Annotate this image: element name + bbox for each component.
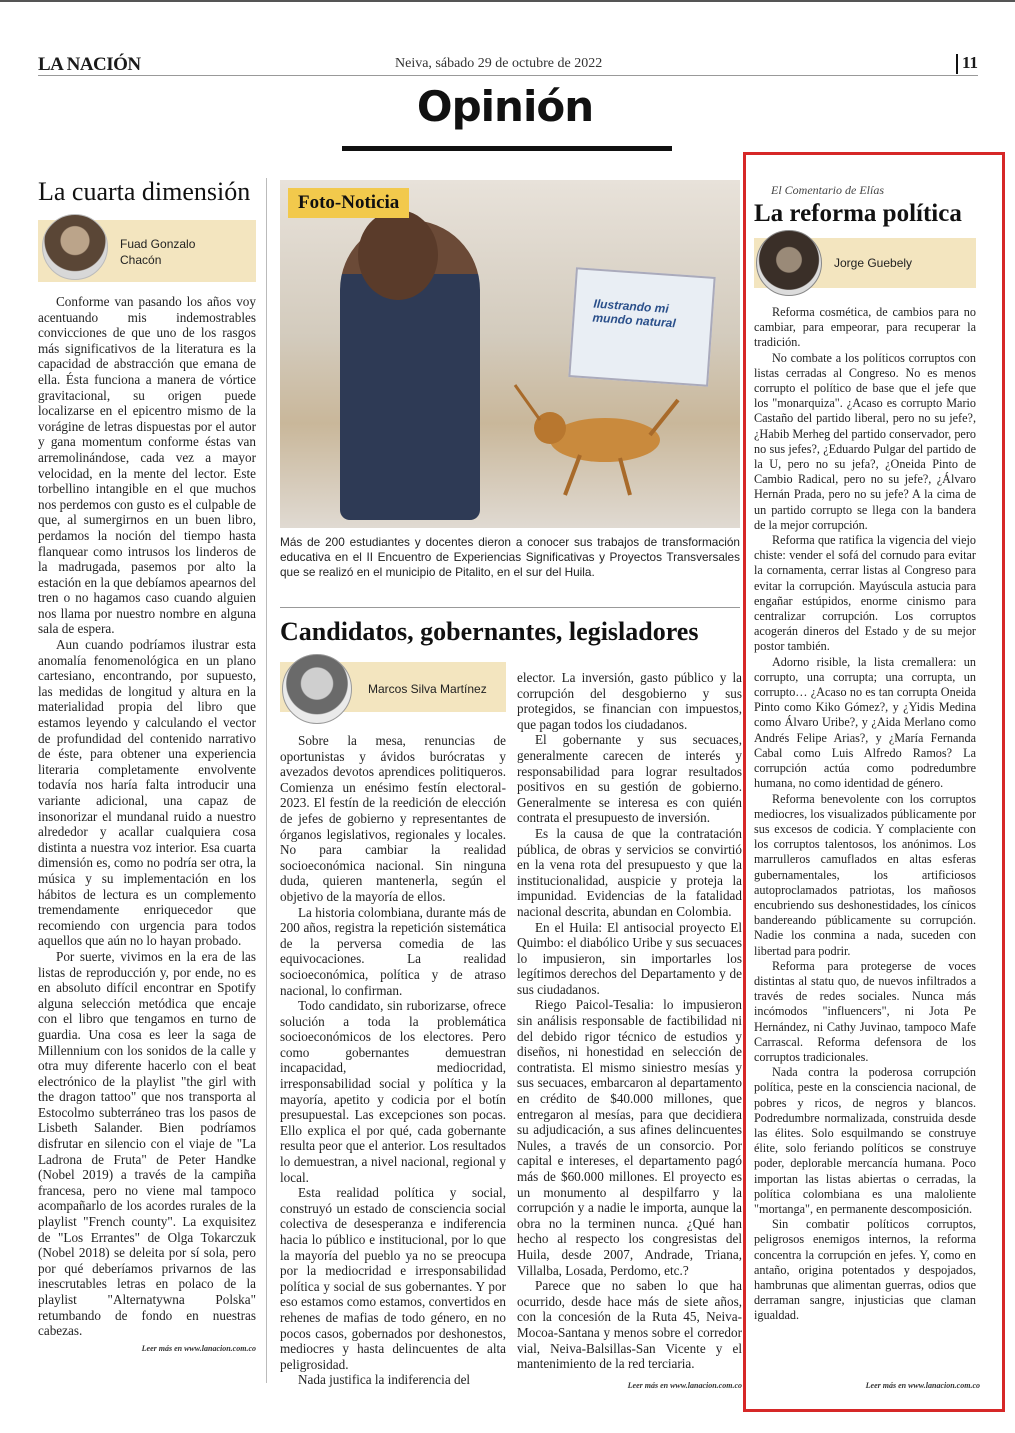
article-headline: La cuarta dimensión: [38, 177, 251, 206]
paragraph: Todo candidato, sin ruborizarse, ofrece solución a toda la problemática socioeconómicos de los electores. Pero como gobernantes demuestran incapacidad, mediocridad, irresponsabilidad social y política y la mayoría, apetito y codicia por el botín presupuestal. Las excepciones son pocas. Ello explica el por qué, cada gobernante resulta peor que el anterior. Los resultados lo demuestran, a nivel nacional, regional y local.: [280, 998, 506, 1185]
paragraph: Aun cuando podríamos ilustrar esta anomalía fenomenológica en un plano cartesiano, encontrando, por supuesto, las medidas de longitud y altura en la materialidad propia del libro que estamos leyendo y calculando el vector de profundidad del contenido narrativo de éste, para obtener una experiencia literaria completamente envolvente todavía nos haría falta introducir una variante adicional, una capaz de insonorizar el mundanal ruido a nuestro alrededor y acallar cualquiera cosa distinta a nuestra voz interior. Esa cuarta dimensión es, como no podría ser otra, la música y su implementación en los hábitos de lectura es un complemento tremendamente enriquecedor que recomiendo con urgencia para todos aquellos que aún no lo hayan probado.: [38, 637, 256, 949]
article-body: [754, 305, 976, 1377]
paragraph: Reforma que ratifica la vigencia del viejo chiste: vender el sofá del cornudo para evitar la cornamenta, cerrar listas al Congreso para evitar la corrupción. Mayúscula astucia para engañar estúpidos, enorme cinismo para centralizar corrupción. Los corruptos acogerán dineros del Estado y de su mejor postor también.: [754, 533, 976, 654]
column-cuarta-dimension: [38, 178, 256, 1353]
section-title: Opinión: [416, 82, 594, 131]
dateline: Neiva, sábado 29 de octubre de 2022: [395, 56, 603, 71]
author-byline: [280, 662, 506, 712]
read-more-link[interactable]: Leer más en www.lanacion.com.co: [865, 1381, 980, 1390]
paragraph: Nada justifica la indiferencia del: [298, 1372, 471, 1388]
author-byline: [38, 220, 256, 282]
paragraph: Es la causa de que la contratación pública, de obras y servicios se convirtió en la vena rota del presupuesto y que la institucionalidad, auspicie y proteja la impunidad. Evidencias de la fatalidad nacional descrita, abundan en Colombia.: [517, 825, 742, 919]
read-more-link[interactable]: Leer más en www.lanacion.com.co: [141, 1344, 256, 1353]
author-name: Fuad Gonzalo Chacón: [120, 237, 196, 267]
news-photo: [280, 180, 740, 528]
newspaper-logo: LA NACIÓN: [38, 54, 141, 75]
paragraph: La historia colombiana, durante más de 200 años, registra la repetición sistemática de la perversa comedia de las equivocaciones. La realidad socioeconómica, política y de atraso nacional, lo confirman.: [280, 904, 506, 998]
foto-noticia-badge: Foto-Noticia: [288, 188, 409, 218]
read-more-link[interactable]: Leer más en www.lanacion.com.co: [627, 1381, 742, 1390]
paragraph: Adorno risible, la lista cremallera: un corrupto, una corrupta; una corrupta, un corrupto… ¿Acaso no es tan corrupta Oneida Pinto como Kiko Gómez?, y ¿Yidis Medina como Álvaro Uribe?, y ¿Aida Merlano como Andrés Felipe Arias?, y ¿María Fernanda Cabal como Luis Alfredo Ramos? La corrupción actúa como podredumbre humana, no como identidad de género.: [754, 654, 976, 791]
paragraph: El gobernante y sus secuaces, generalmente carecen de interés y responsabilidad para lograr resultados positivos en su gestión de gobierno. Generalmente se interesa es con quién contrata el presupuesto de inversión.: [517, 732, 742, 826]
section-rule: [342, 146, 672, 151]
paragraph: elector. La inversión, gasto público y la corrupción del desgobierno y sus protegidos, se financian con impuestos, que pagan todos los ciudadanos.: [517, 670, 742, 732]
paragraph: No combate a los políticos corruptos con listas cerradas al Congreso. No es menos corrupto el político de base que el jefe que los "monarquiza". ¿Acaso es corrupto Mario Castaño del partido liberal, pero no su jefe?, ¿Habib Merheg del partido conservador, pero no sus jefes?, ¿Eduardo Pulgar del partido de la U, pero no su jefa?, ¿Oneida Pinto de Cambio Radical, pero no su jefe?, ¿Álvaro Hernán Prada, pero no su jefe? A la cima de un partido corrupto se llega con la bandera de la mejor corrupción.: [754, 350, 976, 532]
masthead: [38, 50, 978, 78]
paragraph: Sin combatir políticos corruptos, peligrosos enemigos internos, la reforma concentra la corrupción en jefes. Y, como en antaño, origina potentados y despojados, hambrunas que alimentan guerras, odios que derraman sangre, injusticias que claman igualdad.: [754, 1217, 976, 1323]
top-rule: [0, 0, 1015, 2]
paragraph: Conforme van pasando los años voy acentuando mis indemostrables convicciones de que uno de los rasgos más significativos de la literatura es la capacidad de abstracción que emana de ella. Ésta funciona a manera de vórtice gravitacional, su origen puede localizarse en el epicentro mismo de la vorágine de letras dispuestas por el autor y gana momentum conforme éstas van arremolinándose, cada vez a mayor velocidad, en la mente del lector. Este torbellino intangible en el que muchos nos perdemos con gusto es el culpable de que, al sumergirnos en un buen libro, perdamos la noción del tiempo hasta flanquear como intrusos los linderos de la madrugada, pasemos por alto la estación en la que debíamos apearnos del tren o no hagamos caso cuando alguien nos llama por nuestro nombre en alguna sala de espera.: [38, 294, 256, 637]
masthead-rule: [38, 75, 978, 76]
article-body-right: [517, 670, 742, 1389]
photo-caption: Más de 200 estudiantes y docentes dieron a conocer sus trabajos de transformación educativa en el II Encuentro de Experiencias Significativas y Proyectos Transversales que se realizó en el municipio de Pitalito, en el sur del Huila.: [280, 535, 740, 579]
paragraph: Nada contra la poderosa corrupción política, peste en la consciencia nacional, de pobres y ricos, de negros y blancos. Podredumbre normalizada, construida desde las élites. Solo esquilmando se construye élite, solo feriando políticos se construye poder, deplorable mercancía humana. Poco importan las listas abiertas o cerradas, la política colombiana es una maloliente "mortanga", en permanente descomposición.: [754, 1065, 976, 1216]
article-body-left: [280, 733, 506, 1389]
paragraph: Esta realidad política y social, construyó un estado de consciencia social colectiva de desesperanza e indiferencia hacia lo público e institucional, por lo que la mayoría del pueblo ya no se preocupa por la mediocridad e irresponsabilidad política y social de sus gobernantes. Y por eso estamos como estamos, convertidos en rehenes de mafias de todo género, en no pocos casos, gobernados por deshonestos, mediocres y hasta delincuentes de alta peligrosidad.: [280, 1185, 506, 1372]
author-name: Jorge Guebely: [834, 256, 913, 270]
student-head: [358, 210, 438, 300]
paragraph: Parece que no saben lo que ha ocurrido, desde hace más de siete años, con la concesión de la Ruta 45, Neiva-Mocoa-Santana y menos sobre el corredor vial, Neiva-Balsillas-San Vicente y el mantenimiento de la red terciaria.: [517, 1278, 742, 1372]
paragraph: Sobre la mesa, renuncias de oportunistas y ávidos burócratas y avezados devotos aprendices politiqueros. Comienza un enésimo festín electoral- 2023. El festín de la reedición de elección de jefes de gobierno y representantes de órganos legislativos, regionales y locales. No para cambiar la realidad socioeconómica nacional. Sin ninguna duda, quieren mantenerla, según el objetivo de la mayoría de ellos.: [280, 733, 506, 904]
article-headline: Candidatos, gobernantes, legisladores: [280, 617, 699, 646]
paragraph: Por suerte, vivimos en la era de las listas de reproducción y, por ende, no es en absoluto difícil encontrar en Spotify alguna selección metódica que encaje con el libro que tengamos en turno de guardia. Una cosa es leer la saga de Millennium con los sonidos de la calle y otra muy diferente hacerlo con el beat electrónico de la playlist "the girl with the dragon tattoo" que nos transporta al Estocolmo subterráneo tras los pasos de Lisbeth Salander. Bien podríamos disfrutar en silencio con el viaje de "La Ladrona de Fruta" de Peter Handke (Nobel 2019) a través de la campiña francesa, pero no viene mal tampoco acompañarlo de los acordes rurales de la playlist "French county". La exquisitez de "Los Errantes" de Olga Tokarczuk (Nobel 2018) se deleita por sí sola, pero por qué deberíamos privarnos de las inescrutables letras en polaco de la playlist "Alternatywna Polska" retumbando de fondo en nuestras cabezas.: [38, 948, 256, 1339]
page-number: 11: [956, 54, 978, 74]
paragraph: Reforma benevolente con los corruptos mediocres, los visualizados públicamente por sus excesos de codicia. Y complaciente con los corruptos talentosos, los anónimos. Los marrulleros camuflados en altas esferas gubernamentales, los artificiosos autoproclamados patriotas, los mañosos encubriendo sus deshonestidades, los cínicos bandereando públicamente su corrupción. Nadie los conmina a nada, suceden con libertad para podrir.: [754, 791, 976, 958]
paragraph: Riego Paicol-Tesalia: lo impusieron sin análisis responsable de factibilidad ni del debido rigor técnico de estudios y diseños, ni honestidad en selección de contratista. El mismo siniestro mesías y sus secuaces, embarcaron al departamento en crédito de $40.000 millones, que entregaron al mesías, para que decidiera su adjudicación, a sus afines delincuentes Nules, a través de un consorcio. Por capital e intereses, el departamento pagó más de $60.000 millones. El proyecto es un monumento al despilfarro y la corrupción y a nadie le importa, aunque la obra no la terminen nunca. ¿Qué han hecho al respecto los congresistas del Huila, desde 2007, Andrade, Triana, Villalba, Losada, Perdomo, etc.?: [517, 997, 742, 1278]
paragraph: En el Huila: El antisocial proyecto El Quimbo: el diabólico Uribe y sus secuaces lo impusieron, sin importarles los legítimos derechos del Departamento y de sus ciudadanos.: [517, 919, 742, 997]
article-headline: La reforma política: [754, 200, 962, 227]
paragraph: Reforma cosmética, de cambios para no cambiar, para empeorar, para recuperar la tradición.: [754, 305, 976, 350]
column-kicker: El Comentario de Elías: [771, 183, 884, 197]
poster: [568, 267, 715, 386]
paragraph: Reforma para protegerse de voces distintas al statu quo, de nuevos infiltrados a través de redes sociales. Nunca más incómodos "influencers", ni Jota Pe Hernández, ni Cathy Juvinao, tampoco Mafe Carrascal. Reforma defensora de los corruptos tradicionales.: [754, 958, 976, 1064]
article-body: [38, 294, 256, 1340]
author-avatar: [756, 230, 822, 296]
column-divider: [266, 178, 267, 1383]
insect-model-icon: [510, 380, 680, 500]
section-divider: [280, 607, 740, 608]
author-avatar: [282, 654, 352, 724]
author-byline: [754, 238, 976, 288]
poster-text: Ilustrando mi mundo natural: [592, 296, 677, 331]
author-name: Marcos Silva Martínez: [368, 682, 487, 696]
author-avatar: [42, 214, 108, 280]
